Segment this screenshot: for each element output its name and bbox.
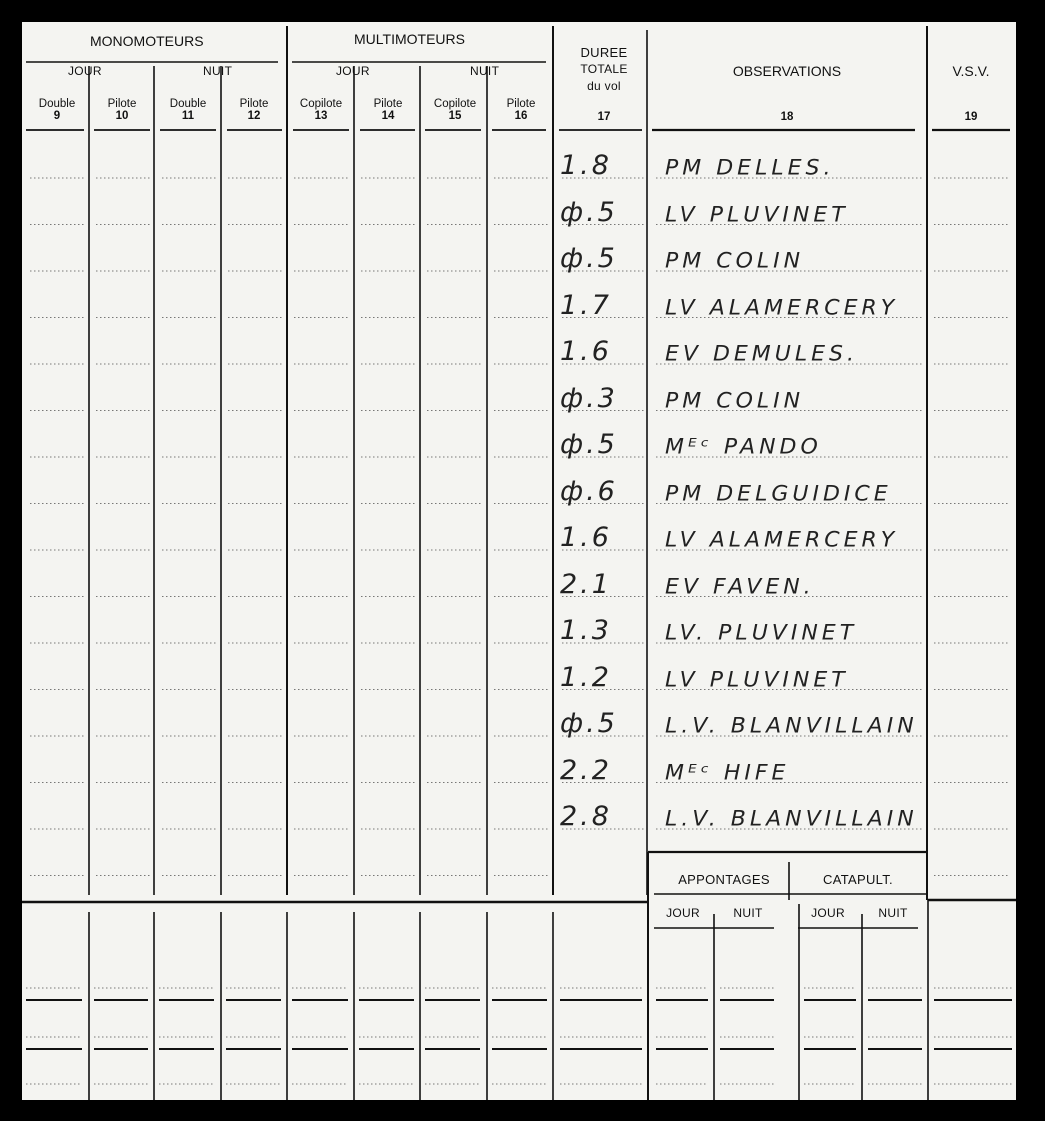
footer-cat-jour: JOUR bbox=[811, 906, 845, 920]
entry-duree: 1.6 bbox=[560, 522, 612, 553]
entry-duree: ф.3 bbox=[560, 382, 618, 414]
entry-observation: PM COLIN bbox=[665, 249, 805, 274]
entry-duree: 2.8 bbox=[560, 801, 612, 832]
footer-app-nuit: NUIT bbox=[733, 906, 763, 920]
logbook-page bbox=[22, 22, 1016, 1100]
entry-observation: PM DELLES. bbox=[665, 156, 835, 181]
header-multi-nuit: NUIT bbox=[470, 64, 500, 78]
header-mono-nuit: NUIT bbox=[203, 64, 233, 78]
col-header-17: 17 bbox=[597, 111, 611, 123]
entry-observation: Mᴱᶜ HIFE bbox=[665, 761, 790, 785]
col-header-18: 18 bbox=[780, 111, 794, 123]
table-grid bbox=[22, 22, 1016, 1100]
entry-duree: 1.2 bbox=[560, 661, 612, 693]
col-header-9: Double 9 bbox=[38, 98, 76, 122]
entry-observation: Mᴱᶜ PANDO bbox=[665, 435, 822, 460]
header-vsv: V.S.V. bbox=[952, 63, 990, 79]
entry-observation: LV PLUVINET bbox=[665, 668, 849, 692]
col-header-10: Pilote 10 bbox=[107, 98, 137, 122]
footer-app-jour: JOUR bbox=[666, 906, 700, 920]
entry-observation: PM COLIN bbox=[665, 389, 805, 413]
header-monomoteurs: MONOMOTEURS bbox=[90, 33, 204, 49]
entry-observation: L.V. BLANVILLAIN bbox=[665, 807, 918, 832]
entry-duree: ф.5 bbox=[560, 708, 618, 739]
col-header-12: Pilote 12 bbox=[239, 98, 269, 122]
footer-cat-nuit: NUIT bbox=[878, 906, 908, 920]
entry-observation: PM DELGUIDICE bbox=[665, 482, 892, 506]
entry-duree: 2.2 bbox=[560, 754, 612, 786]
entry-observation: LV. PLUVINET bbox=[665, 621, 858, 646]
entry-duree: 1.3 bbox=[560, 615, 612, 646]
entry-observation: LV PLUVINET bbox=[665, 203, 849, 227]
col-header-13: Copilote 13 bbox=[299, 98, 343, 122]
entry-duree: 1.8 bbox=[560, 150, 612, 181]
entry-observation: EV DEMULES. bbox=[665, 342, 858, 367]
entry-duree: ф.5 bbox=[560, 429, 618, 460]
entry-duree: ф.6 bbox=[560, 475, 618, 507]
header-multimoteurs: MULTIMOTEURS bbox=[354, 31, 465, 47]
col-header-16: Pilote 16 bbox=[506, 98, 536, 122]
col-header-15: Copilote 15 bbox=[433, 98, 477, 122]
col-header-14: Pilote 14 bbox=[373, 98, 403, 122]
entry-duree: ф.5 bbox=[560, 196, 618, 228]
footer-appontages: APPONTAGES bbox=[678, 872, 770, 887]
col-header-19: 19 bbox=[964, 111, 978, 123]
entry-duree: ф.5 bbox=[560, 243, 618, 274]
entry-observation: EV FAVEN. bbox=[665, 575, 815, 599]
header-observations: OBSERVATIONS bbox=[732, 63, 842, 79]
entry-duree: 2.1 bbox=[560, 568, 612, 600]
entry-duree: 1.7 bbox=[560, 289, 612, 321]
entry-duree: 1.6 bbox=[560, 336, 612, 367]
entry-observation: LV ALAMERCERY bbox=[665, 296, 899, 320]
entry-observation: LV ALAMERCERY bbox=[665, 528, 899, 553]
header-duree: DUREE TOTALE du vol bbox=[580, 45, 628, 93]
header-multi-jour: JOUR bbox=[336, 64, 370, 78]
col-header-11: Double 11 bbox=[169, 98, 207, 122]
entry-observation: L.V. BLANVILLAIN bbox=[665, 714, 918, 739]
footer-catapult: CATAPULT. bbox=[823, 872, 893, 887]
header-mono-jour: JOUR bbox=[68, 64, 102, 78]
